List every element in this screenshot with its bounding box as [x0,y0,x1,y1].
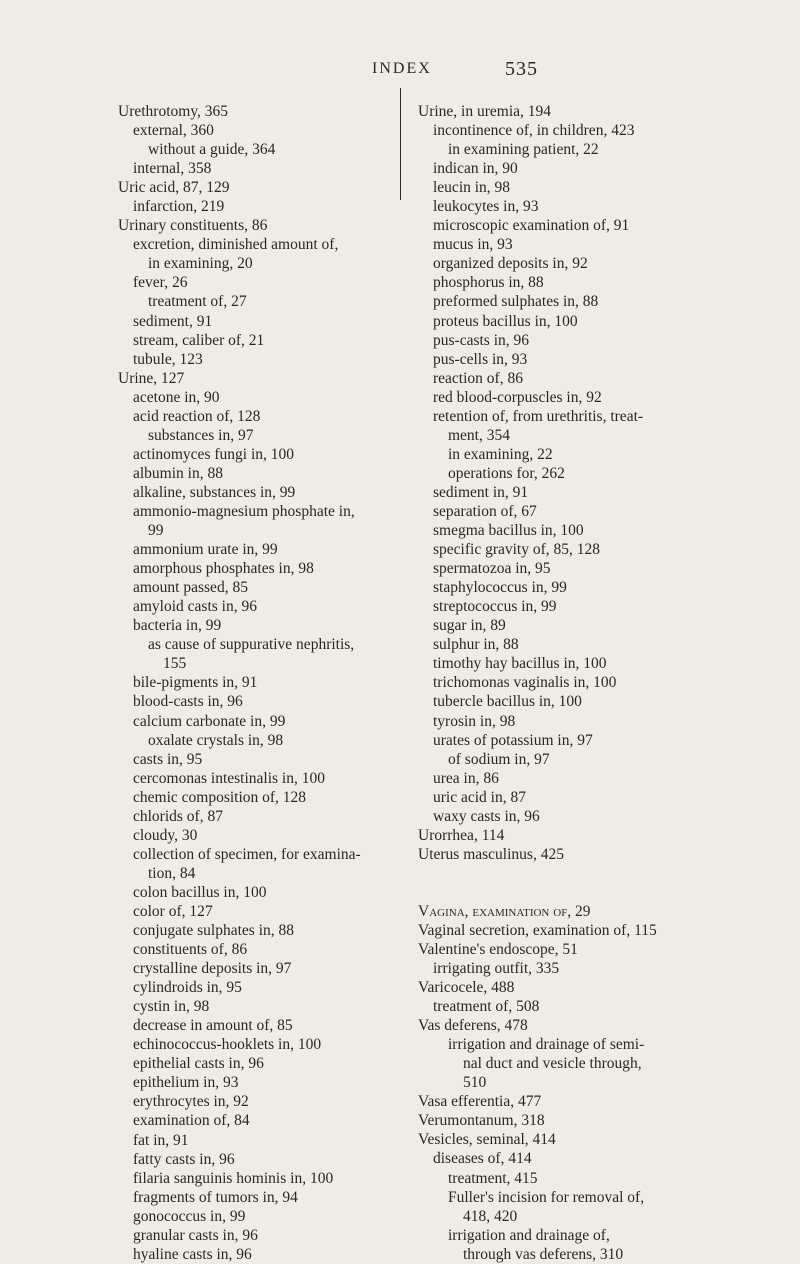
index-entry: red blood-corpuscles in, 92 [433,388,602,406]
index-entry: ammonium urate in, 99 [133,541,278,559]
index-entry: Valentine's endoscope, 51 [418,940,578,958]
index-entry: pus-cells in, 93 [433,350,528,368]
index-entry: phosphorus in, 88 [433,274,544,292]
index-entry: Vaginal secretion, examination of, 115 [418,921,657,939]
index-entry: 418, 420 [463,1207,518,1225]
index-entry: cylindroids in, 95 [133,979,242,997]
index-entry: calcium carbonate in, 99 [133,712,286,730]
index-entry: Vesicles, seminal, 414 [418,1131,556,1149]
index-column-left [118,102,448,1264]
index-entry: treatment of, 27 [148,293,247,311]
index-entry: cercomonas intestinalis in, 100 [133,769,325,787]
index-entry: oxalate crystals in, 98 [148,731,284,749]
index-entry: Fuller's incision for removal of, [448,1188,645,1206]
index-entry: gonococcus in, 99 [133,1207,246,1225]
index-entry: pus-casts in, 96 [433,331,530,349]
index-entry: retention of, from urethritis, treat- [433,407,644,425]
index-entry: Varicocele, 488 [418,979,515,997]
index-entry: fragments of tumors in, 94 [133,1188,298,1206]
index-entry: indican in, 90 [433,160,518,178]
index-entry: leucin in, 98 [433,179,511,197]
index-entry: bacteria in, 99 [133,617,222,635]
index-entry: Urorrhea, 114 [418,826,505,844]
index-entry: in examining patient, 22 [448,141,599,159]
index-entry: incontinence of, in children, 423 [433,122,635,140]
index-entry: specific gravity of, 85, 128 [433,541,601,559]
index-entry: spermatozoa in, 95 [433,560,551,578]
index-entry: treatment of, 508 [433,998,540,1016]
index-entry: substances in, 97 [148,426,254,444]
index-entry: stream, caliber of, 21 [133,331,265,349]
index-entry: 155 [163,655,187,673]
index-entry: echinococcus-hooklets in, 100 [133,1036,322,1054]
index-entry: cystin in, 98 [133,998,210,1016]
index-entry: preformed sulphates in, 88 [433,293,599,311]
index-entry: smegma bacillus in, 100 [433,522,584,540]
index-entry: tubercle bacillus in, 100 [433,693,582,711]
index-entry: sediment, 91 [133,312,213,330]
index-entry: excretion, diminished amount of, [133,236,339,254]
entry-spacer [418,883,708,902]
index-entry: amorphous phosphates in, 98 [133,560,314,578]
index-entry: treatment, 415 [448,1169,538,1187]
index-entry: fat in, 91 [133,1131,189,1149]
index-entry: alkaline, substances in, 99 [133,483,296,501]
index-entry: color of, 127 [133,902,213,920]
index-entry: through vas deferens, 310 [463,1245,624,1263]
index-entry: tubule, 123 [133,350,203,368]
index-column-right [418,102,708,1264]
index-entry: Urine, 127 [118,369,185,387]
index-entry: in examining, 22 [448,445,553,463]
entry-spacer [418,864,708,883]
index-entry: collection of specimen, for examina- [133,845,361,863]
index-entry: tion, 84 [148,864,196,882]
index-entry: colon bacillus in, 100 [133,883,267,901]
index-entry: uric acid in, 87 [433,788,526,806]
index-entry: epithelium in, 93 [133,1074,239,1092]
index-entry: constituents of, 86 [133,941,248,959]
index-entry: decrease in amount of, 85 [133,1017,293,1035]
index-entry: diseases of, 414 [433,1150,532,1168]
index-entry: amyloid casts in, 96 [133,598,257,616]
index-entry: actinomyces fungi in, 100 [133,445,294,463]
index-entry: hyaline casts in, 96 [133,1245,252,1263]
index-entry: without a guide, 364 [148,141,276,159]
index-entry: chemic composition of, 128 [133,788,307,806]
index-entry: acetone in, 90 [133,388,220,406]
index-entry: separation of, 67 [433,502,537,520]
index-entry: bile-pigments in, 91 [133,674,258,692]
index-entry: conjugate sulphates in, 88 [133,922,294,940]
index-entry: organized deposits in, 92 [433,255,588,273]
index-entry: internal, 358 [133,160,212,178]
index-entry: Uric acid, 87, 129 [118,179,230,197]
index-entry: proteus bacillus in, 100 [433,312,578,330]
index-entry: urates of potassium in, 97 [433,731,593,749]
page-number: 535 [505,58,538,80]
index-entry: infarction, 219 [133,198,225,216]
index-entry: examination of, 84 [133,1112,250,1130]
index-entry: chlorids of, 87 [133,807,223,825]
index-entry: waxy casts in, 96 [433,807,540,825]
index-entry: crystalline deposits in, 97 [133,960,292,978]
index-entry: microscopic examination of, 91 [433,217,630,235]
index-entry: trichomonas vaginalis in, 100 [433,674,617,692]
index-entry: leukocytes in, 93 [433,198,539,216]
index-entry: sulphur in, 88 [433,636,519,654]
index-entry: 510 [463,1074,487,1092]
index-entry: casts in, 95 [133,750,203,768]
index-entry: 99 [148,522,164,540]
index-entry: acid reaction of, 128 [133,407,261,425]
index-entry: cloudy, 30 [133,826,198,844]
index-entry: albumin in, 88 [133,464,223,482]
index-entry: operations for, 262 [448,464,565,482]
index-entry: irrigation and drainage of semi- [448,1036,645,1054]
index-entry: irrigation and drainage of, [448,1226,610,1244]
index-entry: epithelial casts in, 96 [133,1055,264,1073]
index-entry: granular casts in, 96 [133,1226,258,1244]
index-entry: fatty casts in, 96 [133,1150,235,1168]
index-entry: of sodium in, 97 [448,750,550,768]
index-entry: Verumontanum, 318 [418,1112,545,1130]
index-entry: urea in, 86 [433,769,499,787]
index-entry: ammonio-magnesium phosphate in, [133,502,355,520]
index-entry: Urethrotomy, 365 [118,103,229,120]
index-entry: sediment in, 91 [433,483,529,501]
index-entry: external, 360 [133,122,214,140]
index-entry: sugar in, 89 [433,617,506,635]
index-entry: ment, 354 [448,426,510,444]
index-entry: nal duct and vesicle through, [463,1055,642,1073]
index-entry: fever, 26 [133,274,188,292]
index-entry: erythrocytes in, 92 [133,1093,249,1111]
index-entry: tyrosin in, 98 [433,712,516,730]
index-entry: in examining, 20 [148,255,253,273]
index-entry: blood-casts in, 96 [133,693,243,711]
index-entry: amount passed, 85 [133,579,248,597]
index-entry: streptococcus in, 99 [433,598,557,616]
index-entry: Vagina, examination of, 29 [418,902,591,920]
index-entry: as cause of suppurative nephritis, [148,636,355,654]
index-entry: Urinary constituents, 86 [118,217,268,235]
index-entry: filaria sanguinis hominis in, 100 [133,1169,334,1187]
index-entry: Vas deferens, 478 [418,1017,528,1035]
index-entry: staphylococcus in, 99 [433,579,567,597]
index-entry: timothy hay bacillus in, 100 [433,655,607,673]
index-entry: Urine, in uremia, 194 [418,103,552,120]
index-entry: irrigating outfit, 335 [433,960,560,978]
index-entry: Vasa efferentia, 477 [418,1093,542,1111]
index-entry: Uterus masculinus, 425 [418,845,564,863]
running-header-title: INDEX [372,60,432,77]
index-entry: reaction of, 86 [433,369,523,387]
index-entry: mucus in, 93 [433,236,513,254]
